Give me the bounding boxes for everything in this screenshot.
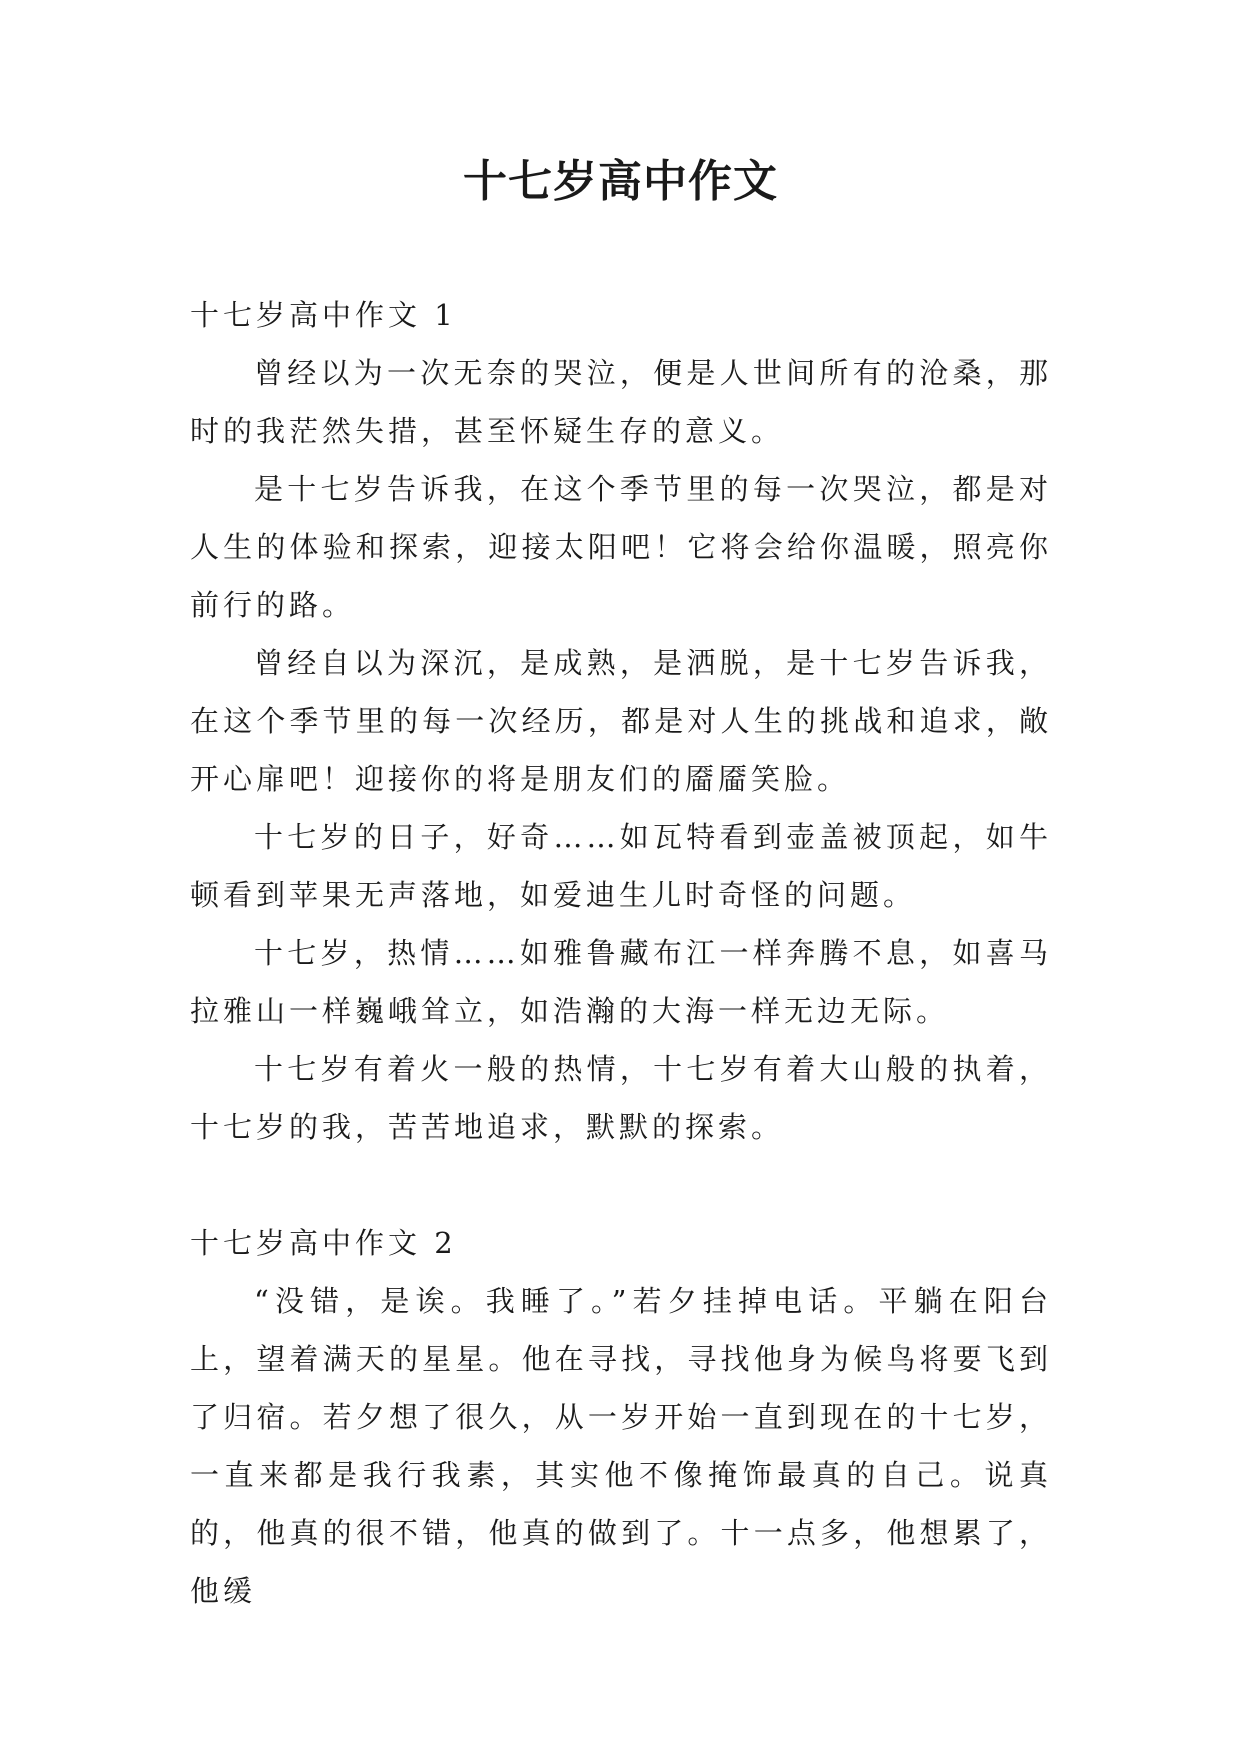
- section-divider-space: [190, 1156, 1052, 1214]
- section-heading-2: 十七岁高中作文 2: [190, 1226, 457, 1260]
- paragraph: 是十七岁告诉我，在这个季节里的每一次哭泣，都是对人生的体验和探索，迎接太阳吧！它将会给你温暖，照亮你前行的路。: [190, 472, 1052, 622]
- document-body: [190, 286, 1052, 1620]
- paragraph: 十七岁，热情……如雅鲁藏布江一样奔腾不息，如喜马拉雅山一样巍峨耸立，如浩瀚的大海一样无边无际。: [190, 936, 1052, 1028]
- paragraph: 曾经自以为深沉，是成熟，是洒脱，是十七岁告诉我，在这个季节里的每一次经历，都是对人生的挑战和追求，敞开心扉吧！迎接你的将是朋友们的靥靥笑脸。: [190, 646, 1052, 796]
- paragraph: 十七岁有着火一般的热情，十七岁有着大山般的执着，十七岁的我，苦苦地追求，默默的探索。: [190, 1052, 1052, 1144]
- document-title: 十七岁高中作文: [463, 156, 778, 207]
- paragraph: 曾经以为一次无奈的哭泣，便是人世间所有的沧桑，那时的我茫然失措，甚至怀疑生存的意义。: [190, 356, 1052, 448]
- paragraph: 十七岁的日子，好奇……如瓦特看到壶盖被顶起，如牛顿看到苹果无声落地，如爱迪生儿时奇怪的问题。: [190, 820, 1052, 912]
- section-heading-1: 十七岁高中作文 1: [190, 298, 457, 332]
- paragraph: “没错，是诶。我睡了。”若夕挂掉电话。平躺在阳台上，望着满天的星星。他在寻找，寻找他身为候鸟将要飞到了归宿。若夕想了很久，从一岁开始一直到现在的十七岁，一直来都是我行我素，其实他不像掩饰最真的自己。说真的，他真的很不错，他真的做到了。十一点多，他想累了，他缓: [190, 1284, 1052, 1608]
